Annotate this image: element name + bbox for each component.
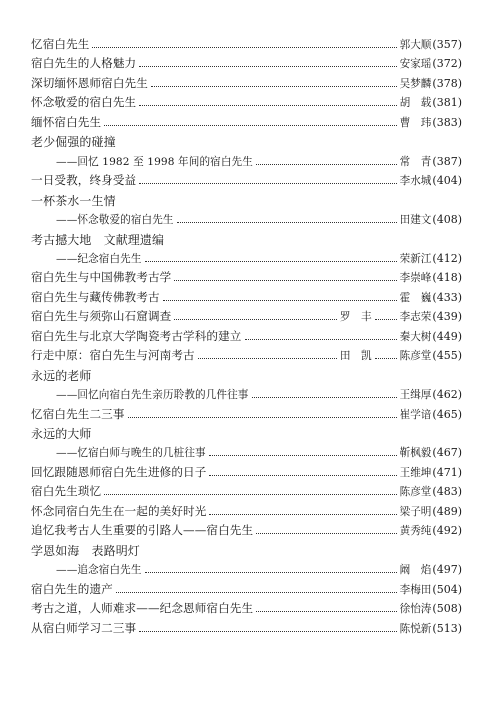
entry-page-number: (465) [432, 407, 462, 421]
dot-leader [209, 514, 396, 515]
entry-title: 追忆我考古人生重要的引路人——宿白先生 [31, 523, 254, 537]
toc-entry [0, 597, 500, 619]
entry-author: 胡 载 [399, 96, 432, 109]
entry-author: 曹 玮 [399, 116, 432, 129]
entry-coauthor: 田 凯 [339, 349, 372, 362]
entry-page-number: (418) [432, 270, 462, 284]
dot-leader [198, 358, 337, 359]
entry-title: 永远的老师 [31, 368, 92, 383]
entry-author: 霍 巍 [399, 291, 432, 304]
entry-title: ——回忆 1982 至 1998 年间的宿白先生 [56, 155, 253, 168]
entry-title: 宿白先生的人格魅力 [31, 56, 137, 70]
entry-page-number: (439) [432, 309, 462, 323]
dot-leader [174, 280, 396, 281]
entry-page-number: (372) [432, 56, 462, 70]
entry-title: 考古之道，人师难求——纪念恩师宿白先生 [31, 601, 254, 615]
entry-page-number: (383) [432, 115, 462, 129]
entry-title: 忆宿白先生二三事 [31, 407, 125, 421]
entry-author: 王缉厚 [399, 388, 432, 401]
entry-author: 崔学谙 [399, 408, 432, 421]
entry-title: 缅怀宿白先生 [31, 115, 102, 129]
entry-page-number: (513) [432, 621, 462, 635]
entry-author: 陈彦堂 [399, 485, 432, 498]
entry-page-number: (412) [432, 251, 462, 265]
entry-title: ——怀念敬爱的宿白先生 [56, 213, 174, 226]
entry-author: 黄秀纯 [399, 524, 432, 537]
entry-page-number: (381) [432, 95, 462, 109]
entry-title: ——忆宿白师与晚生的几桩往事 [56, 446, 206, 459]
toc-entry [0, 169, 500, 191]
entry-author: 荣新江 [399, 252, 432, 265]
dot-leader [209, 475, 396, 476]
toc-entry [0, 519, 500, 541]
dot-leader [256, 533, 396, 534]
entry-title: 考古撼大地 文献理遗编 [31, 232, 165, 247]
entry-title: 宿白先生与须弥山石窟调查 [31, 309, 172, 323]
entry-title: 行走中原：宿白先生与河南考古 [31, 348, 195, 362]
dot-leader [177, 222, 397, 223]
dot-leader [209, 455, 397, 456]
entry-title: ——追念宿白先生 [56, 563, 142, 576]
dot-leader [139, 631, 396, 632]
toc-entry [0, 344, 500, 366]
entry-title: 宿白先生与藏传佛教考古 [31, 290, 160, 304]
entry-title: 怀念敬爱的宿白先生 [31, 95, 137, 109]
dot-leader [245, 339, 397, 340]
dot-leader [163, 300, 397, 301]
entry-page-number: (433) [432, 290, 462, 304]
entry-title: 一杯茶水一生情 [31, 193, 116, 208]
toc-subtitle-entry [0, 441, 500, 463]
entry-title: 宿白先生的遗产 [31, 582, 113, 596]
dot-leader [128, 417, 397, 418]
entry-title: 怀念同宿白先生在一起的美好时光 [31, 504, 207, 518]
dot-leader [256, 611, 396, 612]
entry-title: ——回忆向宿白先生亲历聆教的几件往事 [56, 388, 249, 401]
entry-page-number: (378) [432, 76, 462, 90]
entry-title: 一日受教，终身受益 [31, 173, 137, 187]
entry-author: 常 青 [399, 155, 432, 168]
entry-page-number: (404) [432, 173, 462, 187]
entry-author: 徐怡涛 [399, 602, 432, 615]
dot-leader [252, 397, 397, 398]
entry-page-number: (508) [432, 601, 462, 615]
dot-leader [139, 105, 396, 106]
entry-title: 回忆跟随恩师宿白先生进修的日子 [31, 465, 207, 479]
entry-title: 学恩如海 表路明灯 [31, 543, 140, 558]
entry-page-number: (504) [432, 582, 462, 596]
entry-author: 李志荣 [399, 310, 432, 323]
entry-author: 梁子明 [399, 505, 432, 518]
dot-leader [145, 261, 397, 262]
entry-page-number: (489) [432, 504, 462, 518]
entry-title: 从宿白师学习二三事 [31, 621, 137, 635]
entry-page-number: (449) [432, 329, 462, 343]
entry-title: 深切缅怀恩师宿白先生 [31, 76, 148, 90]
entry-title: ——纪念宿白先生 [56, 252, 142, 265]
entry-author: 靳枫毅 [399, 446, 432, 459]
entry-author: 吴梦麟 [399, 77, 432, 90]
entry-title: 宿白先生与北京大学陶瓷考古学科的建立 [31, 329, 242, 343]
dot-leader [375, 358, 397, 359]
entry-author: 安家瑶 [399, 57, 432, 70]
entry-author: 陈悦新 [399, 622, 432, 635]
entry-page-number: (357) [432, 37, 462, 51]
entry-coauthor: 罗 丰 [339, 310, 372, 323]
dot-leader [92, 47, 396, 48]
entry-page-number: (387) [432, 154, 462, 168]
entry-page-number: (455) [432, 348, 462, 362]
entry-page-number: (497) [432, 562, 462, 576]
entry-author: 陈彦堂 [399, 349, 432, 362]
entry-page-number: (483) [432, 484, 462, 498]
entry-author: 李水城 [399, 174, 432, 187]
toc-heading [0, 130, 500, 152]
toc-subtitle-entry [0, 208, 500, 230]
entry-page-number: (408) [432, 212, 462, 226]
entry-page-number: (467) [432, 445, 462, 459]
dot-leader [104, 494, 396, 495]
entry-author: 秦大树 [399, 330, 432, 343]
toc-entry [0, 266, 500, 288]
entry-author: 王维坤 [399, 466, 432, 479]
toc-entry [0, 52, 500, 74]
entry-title: 永远的大师 [31, 426, 92, 441]
dot-leader [145, 572, 397, 573]
dot-leader [139, 66, 396, 67]
dot-leader [256, 164, 397, 165]
entry-author: 阚 焰 [399, 563, 432, 576]
entry-page-number: (462) [432, 387, 462, 401]
entry-title: 老少倔强的碰撞 [31, 134, 116, 149]
toc-subtitle-entry [0, 383, 500, 405]
entry-author: 李梅田 [399, 583, 432, 596]
entry-author: 郭大顺 [399, 38, 432, 51]
dot-leader [116, 592, 397, 593]
entry-page-number: (471) [432, 465, 462, 479]
toc-entry [0, 617, 500, 639]
entry-title: 宿白先生琐忆 [31, 484, 102, 498]
entry-title: 宿白先生与中国佛教考古学 [31, 270, 172, 284]
entry-author: 李崇峰 [399, 271, 432, 284]
dot-leader [139, 183, 396, 184]
dot-leader [375, 319, 397, 320]
toc-entry [0, 91, 500, 113]
entry-title: 忆宿白先生 [31, 37, 90, 51]
entry-page-number: (492) [432, 523, 462, 537]
toc-entry [0, 305, 500, 327]
dot-leader [174, 319, 337, 320]
entry-author: 田建文 [399, 213, 432, 226]
toc-subtitle-entry [0, 558, 500, 580]
toc-entry [0, 480, 500, 502]
dot-leader [104, 125, 396, 126]
dot-leader [151, 86, 397, 87]
